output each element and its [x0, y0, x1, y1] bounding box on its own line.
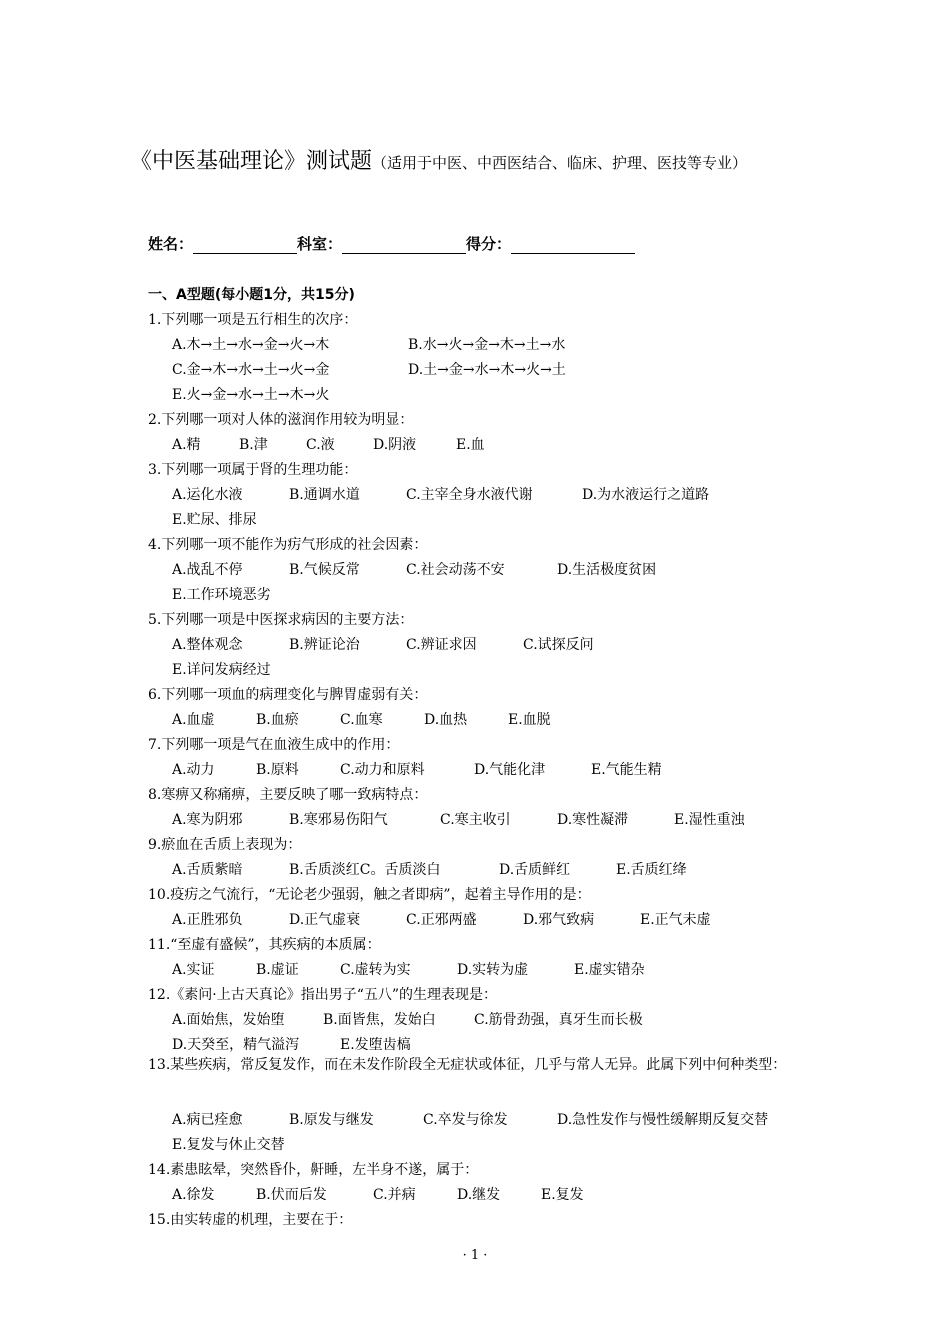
options-row — [172, 809, 745, 829]
question-14: 14.素患眩晕，突然昏仆，鼾睡，左半身不遂，属于： — [148, 1162, 479, 1178]
option: D.实转为虚 — [457, 962, 529, 978]
option: B.原发与继发 — [289, 1112, 374, 1128]
question-4: 4.下列哪一项不能作为疠气形成的社会因素： — [148, 537, 428, 553]
options-row — [172, 1109, 768, 1129]
option: A.面始焦，发始堕 — [172, 1012, 285, 1028]
option: B.辨证论治 — [289, 637, 360, 653]
options-row — [172, 1184, 584, 1204]
question-1: 1.下列哪一项是五行相生的次序： — [148, 312, 358, 328]
section-heading: 一、A型题(每小题1分，共15分) — [148, 287, 355, 303]
option: C.并病 — [373, 1187, 416, 1203]
question-7: 7.下列哪一项是气在血液生成中的作用： — [148, 737, 400, 753]
option: B.寒邪易伤阳气 — [289, 812, 388, 828]
department-blank[interactable] — [342, 237, 466, 254]
option: A.正胜邪负 — [172, 912, 243, 928]
option: B.气候反常 — [289, 562, 360, 578]
option: C.主宰全身水液代谢 — [406, 487, 533, 503]
option: D.邪气致病 — [523, 912, 595, 928]
option: B.血瘀 — [256, 712, 299, 728]
options-row — [172, 559, 656, 579]
options-row — [172, 359, 566, 379]
option: C.卒发与徐发 — [423, 1112, 508, 1128]
options-row — [172, 334, 565, 354]
option: A.木→土→水→金→火→木 — [172, 337, 330, 353]
option: D.血热 — [424, 712, 468, 728]
option: E.工作环境恶劣 — [172, 587, 271, 603]
options-row — [172, 384, 329, 404]
option: E.发堕齿槁 — [340, 1037, 411, 1053]
option: C.寒主收引 — [440, 812, 511, 828]
department-label: 科室： — [297, 235, 343, 253]
option: D.正气虚衰 — [289, 912, 361, 928]
options-row — [172, 859, 687, 879]
options-row — [172, 1134, 285, 1154]
option: E.气能生精 — [591, 762, 662, 778]
question-12: 12.《素问·上古天真论》指出男子“五八”的生理表现是： — [148, 987, 498, 1003]
name-blank[interactable] — [193, 237, 297, 254]
question-11: 11.“至虚有盛候”，其疾病的本质属： — [148, 937, 381, 953]
option: B.水→火→金→木→土→水 — [408, 337, 566, 353]
option: C.金→木→水→土→火→金 — [172, 362, 330, 378]
option: D.继发 — [457, 1187, 501, 1203]
options-row — [172, 1034, 411, 1054]
option: A.战乱不停 — [172, 562, 243, 578]
options-row — [172, 959, 645, 979]
option: A.运化水液 — [172, 487, 243, 503]
option: C.虚转为实 — [340, 962, 411, 978]
options-row — [172, 759, 662, 779]
option: A.实证 — [172, 962, 215, 978]
option: A.舌质紫暗 — [172, 862, 243, 878]
option: C.辨证求因 — [406, 637, 477, 653]
option: E.血 — [456, 437, 485, 453]
option: B.舌质淡红C。舌质淡白 — [289, 862, 441, 878]
options-row — [172, 509, 257, 529]
option: E.舌质红绛 — [616, 862, 687, 878]
options-row — [172, 659, 271, 679]
option: D.土→金→水→木→火→土 — [408, 362, 566, 378]
question-13: 13.某些疾病，常反复发作，而在未发作阶段全无症状或体征，几乎与常人无异。此属下列中何种类型： — [148, 1057, 787, 1073]
option: B.虚证 — [256, 962, 299, 978]
question-15: 15.由实转虚的机理，主要在于： — [148, 1212, 353, 1228]
option: C.试探反问 — [523, 637, 594, 653]
options-row — [172, 584, 271, 604]
option: A.徐发 — [172, 1187, 215, 1203]
option: E.虚实错杂 — [574, 962, 645, 978]
question-10: 10.疫疠之气流行，“无论老少强弱，触之者即病”，起着主导作用的是： — [148, 887, 591, 903]
option: B.津 — [239, 437, 268, 453]
option: A.寒为阴邪 — [172, 812, 243, 828]
option: B.伏而后发 — [256, 1187, 327, 1203]
option: D.生活极度贫困 — [557, 562, 657, 578]
score-label: 得分： — [466, 235, 512, 253]
question-2: 2.下列哪一项对人体的滋润作用较为明显： — [148, 412, 414, 428]
option: E.贮尿、排尿 — [172, 512, 257, 528]
option: B.面皆焦，发始白 — [323, 1012, 436, 1028]
page-number: · 1 · — [462, 1248, 488, 1263]
options-row — [172, 434, 485, 454]
question-8: 8.寒痹又称痛痹，主要反映了哪一致病特点： — [148, 787, 428, 803]
question-3: 3.下列哪一项属于肾的生理功能： — [148, 462, 358, 478]
options-row — [172, 634, 594, 654]
option: C.正邪两盛 — [406, 912, 477, 928]
option: E.复发与休止交替 — [172, 1137, 285, 1153]
options-row — [172, 1009, 643, 1029]
option: C.血寒 — [340, 712, 383, 728]
option: C.社会动荡不安 — [406, 562, 505, 578]
options-row — [172, 909, 711, 929]
title-subtitle: （适用于中医、中西医结合、临床、护理、医技等专业） — [372, 154, 748, 172]
option: E.火→金→水→土→木→火 — [172, 387, 330, 403]
option: E.血脱 — [508, 712, 551, 728]
score-blank[interactable] — [511, 237, 635, 254]
question-9: 9.瘀血在舌质上表现为： — [148, 837, 302, 853]
option: A.血虚 — [172, 712, 215, 728]
question-5: 5.下列哪一项是中医探求病因的主要方法： — [148, 612, 414, 628]
options-row — [172, 484, 709, 504]
options-row — [172, 709, 551, 729]
option: E.详问发病经过 — [172, 662, 271, 678]
option: D.寒性凝滞 — [557, 812, 629, 828]
option: A.整体观念 — [172, 637, 243, 653]
option: E.复发 — [541, 1187, 584, 1203]
option: C.动力和原料 — [340, 762, 425, 778]
option: E.正气未虚 — [640, 912, 711, 928]
option: E.湿性重浊 — [674, 812, 745, 828]
option: A.病已痊愈 — [172, 1112, 243, 1128]
option: B.通调水道 — [289, 487, 360, 503]
page-title — [130, 144, 747, 175]
option: D.天癸至，精气溢泻 — [172, 1037, 300, 1053]
option: A.动力 — [172, 762, 215, 778]
option: C.液 — [306, 437, 335, 453]
option: D.舌质鲜红 — [499, 862, 571, 878]
name-label: 姓名： — [148, 235, 194, 253]
option: D.急性发作与慢性缓解期反复交替 — [557, 1112, 769, 1128]
option: D.为水液运行之道路 — [582, 487, 710, 503]
option: B.原料 — [256, 762, 299, 778]
option: C.筋骨劲强，真牙生而长极 — [474, 1012, 643, 1028]
option: D.阴液 — [373, 437, 417, 453]
student-info-line — [148, 233, 635, 254]
option: D.气能化津 — [474, 762, 546, 778]
option: A.精 — [172, 437, 201, 453]
question-6: 6.下列哪一项血的病理变化与脾胃虚弱有关： — [148, 687, 428, 703]
title-main: 《中医基础理论》测试题 — [130, 149, 373, 174]
